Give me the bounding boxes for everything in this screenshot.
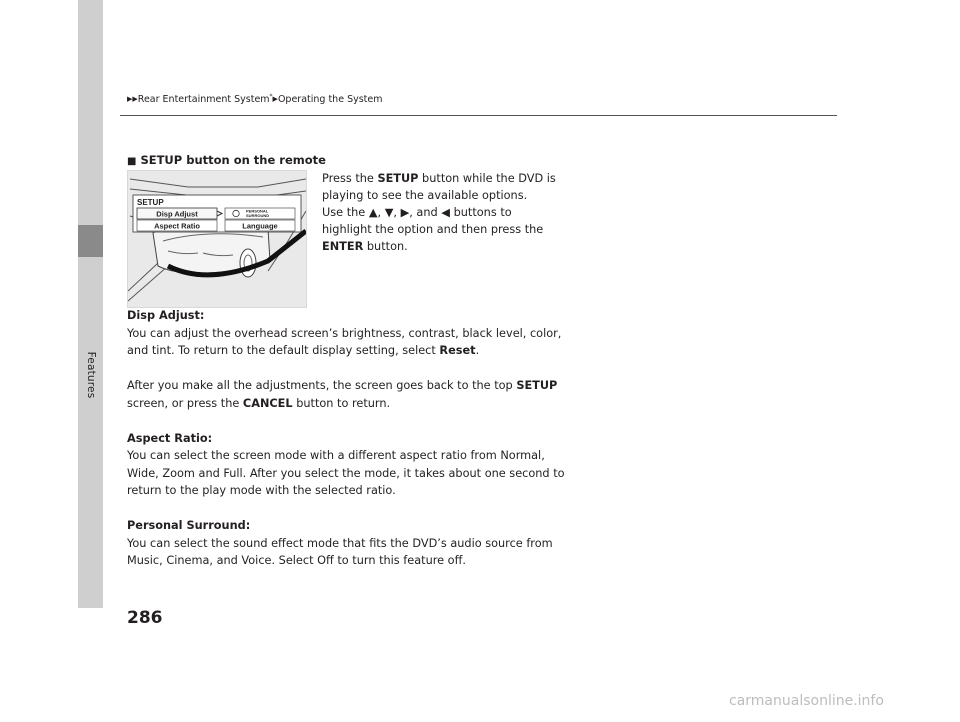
section-tab-bar: [78, 0, 103, 608]
text-run: screen, or press the: [127, 396, 243, 410]
disp-adjust-text: [127, 325, 567, 360]
setup-screen-drawing: [128, 171, 307, 308]
setup-title: SETUP: [137, 198, 164, 207]
watermark: carmanualsonline.info: [729, 693, 884, 709]
header-divider: [120, 115, 837, 116]
aspect-ratio-text: You can select the screen mode with a different aspect ratio from Normal, Wide, Zoom and Full. After you select the mode, it takes about one second to return to the play mode with the selected ratio.: [127, 449, 565, 497]
intro-paragraph-2: [322, 204, 562, 255]
arrow-buttons-icon: ▲, ▼, ▶, and ◀: [368, 206, 450, 219]
text-run: .: [475, 344, 480, 357]
breadcrumb-parent[interactable]: Rear Entertainment System: [137, 94, 270, 106]
text-run: You can adjust the overhead screen’s brightness, contrast, black level, color, and tint. To return to the default display setting, select: [127, 326, 562, 357]
menu-personal-line2: SURROUND: [246, 213, 270, 218]
breadcrumb: [127, 93, 383, 105]
breadcrumb-current: Operating the System: [277, 94, 383, 106]
menu-personal-line1: PERSONAL: [246, 208, 269, 214]
menu-language: Language: [242, 221, 278, 231]
text-run: After you make all the adjustments, the screen goes back to the top: [127, 379, 517, 392]
section-tab-active: [78, 225, 103, 257]
intro-paragraph-1: [322, 170, 562, 204]
setup-screen-illustration: [127, 170, 307, 308]
intro-text-run: button while the DVD is playing to see the available options.: [322, 172, 556, 202]
menu-aspect-ratio: Aspect Ratio: [154, 221, 200, 231]
personal-surround-text: You can select the sound effect mode that fits the DVD’s audio source from Music, Cinema, and Voice. Select Off to turn this feature off.: [127, 536, 553, 567]
personal-surround-label: Personal Surround:: [127, 519, 251, 532]
cancel-button-name: CANCEL: [242, 396, 293, 410]
body-text: [127, 307, 567, 570]
text-run: button to return.: [292, 396, 391, 410]
intro-text-run: Press the: [322, 172, 378, 185]
square-bullet-icon: ■: [127, 156, 137, 167]
section-label: Features: [85, 351, 97, 399]
breadcrumb-arrow-icon: ▶▶: [127, 95, 138, 104]
setup-button-name: SETUP: [516, 379, 558, 392]
breadcrumb-arrow-icon: ▶: [272, 95, 278, 104]
section-heading-text: SETUP button on the remote: [140, 153, 326, 167]
reset-option-name: Reset: [439, 344, 476, 357]
setup-button-name: SETUP: [377, 172, 419, 185]
enter-button-name: ENTER: [322, 240, 364, 253]
menu-disp-adjust: Disp Adjust: [156, 209, 198, 219]
aspect-ratio-label: Aspect Ratio:: [127, 431, 213, 445]
intro-text-run: Use the: [322, 206, 369, 219]
page-number: 286: [127, 608, 163, 628]
section-heading: [127, 153, 326, 167]
footnote-mark: *: [269, 93, 273, 100]
intro-text: [322, 170, 562, 255]
disp-adjust-label: Disp Adjust:: [127, 309, 205, 322]
intro-text-run: buttons to highlight the option and then press the: [322, 206, 544, 236]
after-adjust-text: [127, 377, 567, 412]
intro-text-run: button.: [363, 240, 408, 253]
